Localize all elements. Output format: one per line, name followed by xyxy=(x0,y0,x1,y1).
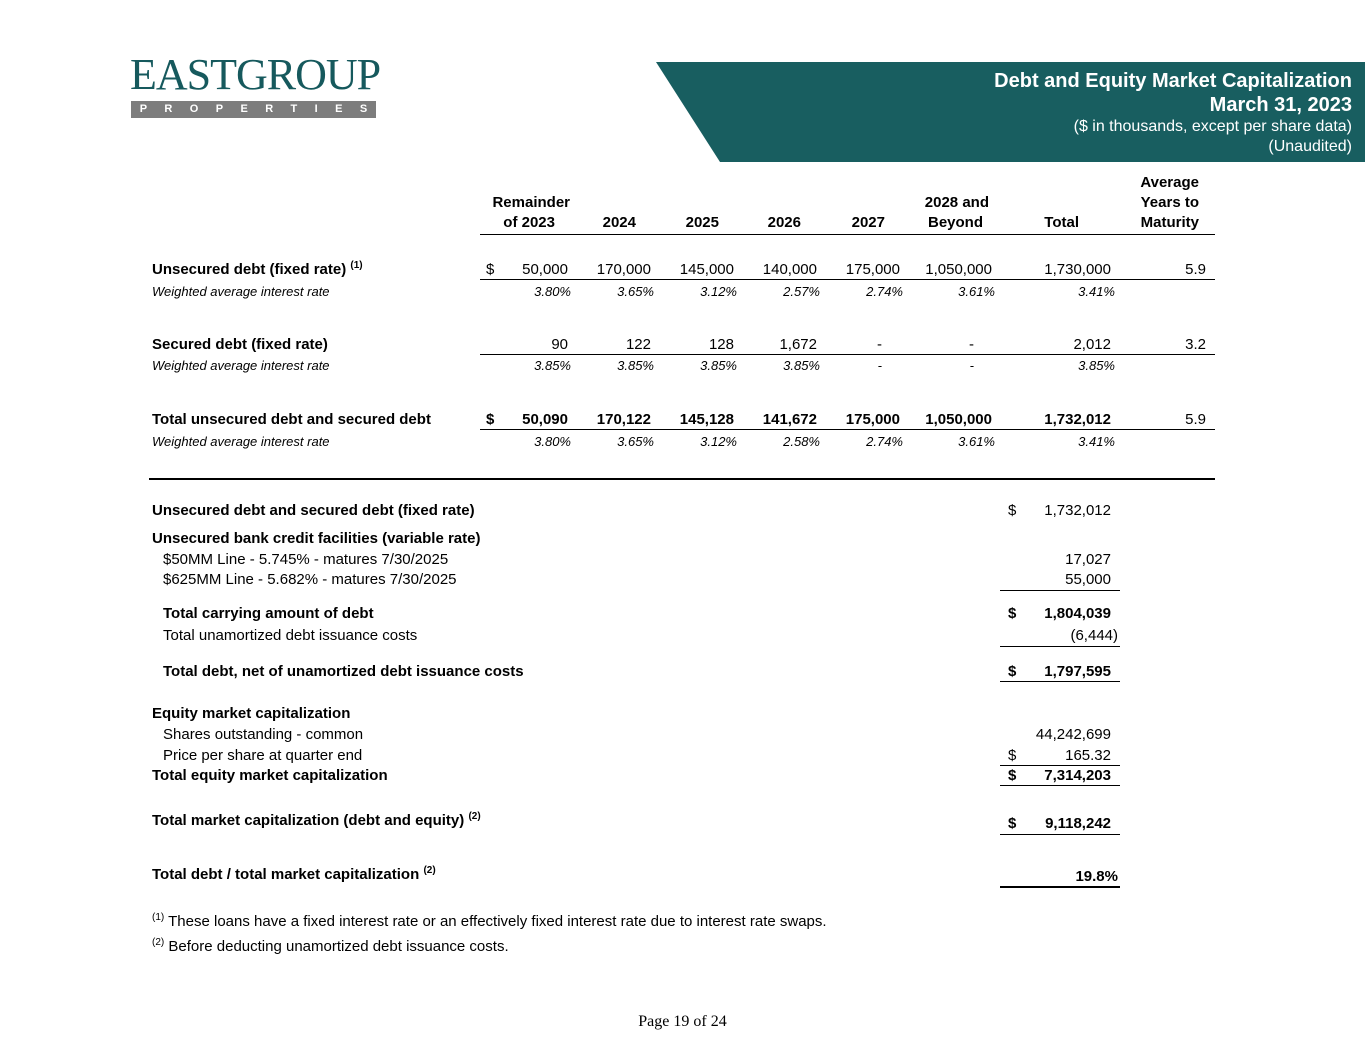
rate-value: 2.74% xyxy=(866,434,903,449)
footnote-ref: (2) xyxy=(423,865,436,876)
rate-value: 3.80% xyxy=(534,284,571,299)
rate-value: 3.80% xyxy=(534,434,571,449)
rate-value: 2.74% xyxy=(866,284,903,299)
rate-value: 3.65% xyxy=(617,434,654,449)
rate-value: 3.12% xyxy=(700,434,737,449)
rate-value: 3.85% xyxy=(700,358,737,373)
label-unamortized-costs: Total unamortized debt issuance costs xyxy=(163,627,418,644)
report-date: March 31, 2023 xyxy=(1209,94,1352,116)
dollar-sign: $ xyxy=(1008,502,1017,519)
row-label-secured: Secured debt (fixed rate) xyxy=(152,336,328,353)
footnote-ref: (1) xyxy=(350,260,363,271)
dollar-sign: $ xyxy=(1008,663,1017,680)
value-625mm-line: 55,000 xyxy=(1065,571,1111,588)
rate-value: 3.61% xyxy=(958,434,995,449)
cell-value: 170,000 xyxy=(596,261,651,278)
label-equity-cap: Equity market capitalization xyxy=(152,705,351,722)
footnote-1: $^{(1)}$ These loans have a fixed interest rate or an effectively fixed interest rate due to interest rate swaps. xyxy=(152,912,827,930)
audit-note: (Unaudited) xyxy=(1268,138,1352,155)
rate-value: 3.12% xyxy=(700,284,737,299)
col-header-2027: 2027 xyxy=(851,214,885,231)
footnote-ref: (2) xyxy=(468,811,481,822)
sum-rule xyxy=(1000,646,1120,647)
value-shares-outstanding: 44,242,699 xyxy=(1035,726,1111,743)
sum-rule xyxy=(1000,765,1120,766)
label-50mm-line: $50MM Line - 5.745% - matures 7/30/2025 xyxy=(163,551,449,568)
rate-value: 3.41% xyxy=(1078,434,1115,449)
label-625mm-line: $625MM Line - 5.682% - matures 7/30/2025 xyxy=(163,571,457,588)
units-note: ($ in thousands, except per share data) xyxy=(1073,118,1352,135)
rate-label: Weighted average interest rate xyxy=(152,434,330,449)
page-title: Debt and Equity Market Capitalization xyxy=(994,70,1352,92)
label-price-per-share: Price per share at quarter end xyxy=(163,747,363,764)
dollar-sign: $ xyxy=(486,411,495,428)
col-header-remainder-1: Remainder xyxy=(492,194,570,211)
col-header-2028-2: Beyond xyxy=(927,214,983,231)
cell-value: 1,050,000 xyxy=(925,261,992,278)
logo-letter: E xyxy=(335,103,343,115)
cell-value: 175,000 xyxy=(845,411,900,428)
page-number: Page 19 of 24 xyxy=(638,1013,727,1030)
logo-letter: O xyxy=(189,103,199,115)
col-header-avg-2: Years to xyxy=(1140,194,1199,211)
col-header-2025: 2025 xyxy=(685,214,719,231)
cell-value: 2,012 xyxy=(1073,336,1111,353)
cell-value: 1,732,012 xyxy=(1044,411,1111,428)
logo-letter: P xyxy=(139,103,148,115)
rate-value: 3.85% xyxy=(1078,358,1115,373)
cell-value: 1,672 xyxy=(779,336,817,353)
cell-value: 50,000 xyxy=(522,261,568,278)
label-total-market-cap: Total market capitalization (debt and equity) $^{(2)}$ xyxy=(152,811,481,829)
rate-value: 3.41% xyxy=(1078,284,1115,299)
footnote-2: $^{(2)}$ Before deducting unamortized debt issuance costs. xyxy=(152,937,509,955)
row-rule xyxy=(480,354,1215,355)
dollar-sign: $ xyxy=(1008,605,1017,622)
row-label-unsecured: Unsecured debt (fixed rate) $^{(1)}$ xyxy=(152,260,363,278)
logo-letter: T xyxy=(290,103,298,115)
value-net-debt: 1,797,595 xyxy=(1044,663,1111,680)
section-divider xyxy=(149,478,1215,480)
cell-value: 170,122 xyxy=(596,411,651,428)
row-label-total-debt: Total unsecured debt and secured debt xyxy=(152,411,431,428)
dollar-sign: $ xyxy=(486,261,495,278)
rate-value: 3.61% xyxy=(958,284,995,299)
sum-rule xyxy=(1000,681,1120,682)
rate-value: - xyxy=(969,358,974,373)
double-rule xyxy=(1000,886,1120,888)
value-price-per-share: 165.32 xyxy=(1065,747,1111,764)
logo-letter: E xyxy=(240,103,248,115)
cell-value: 145,000 xyxy=(679,261,734,278)
value-50mm-line: 17,027 xyxy=(1065,551,1111,568)
cell-value: 5.9 xyxy=(1185,411,1206,428)
col-header-total: Total xyxy=(1044,214,1079,231)
label-total-equity: Total equity market capitalization xyxy=(152,767,388,784)
cell-value: 145,128 xyxy=(679,411,734,428)
cell-value: 141,672 xyxy=(762,411,817,428)
col-header-remainder-2: of 2023 xyxy=(503,214,555,231)
rate-label: Weighted average interest rate xyxy=(152,284,330,299)
row-rule xyxy=(480,279,1215,280)
header-rule xyxy=(480,234,1215,235)
rate-value: 3.85% xyxy=(783,358,820,373)
label-carrying-amount: Total carrying amount of debt xyxy=(163,605,374,622)
cell-value: 50,090 xyxy=(522,411,568,428)
company-logo xyxy=(130,50,381,99)
logo-subtitle-bar xyxy=(131,101,376,118)
col-header-2026: 2026 xyxy=(767,214,801,231)
rate-value: - xyxy=(877,358,882,373)
value-total-equity: 7,314,203 xyxy=(1044,767,1111,784)
label-net-debt: Total debt, net of unamortized debt issuance costs xyxy=(163,663,524,680)
logo-letter: I xyxy=(314,103,318,115)
rate-value: 2.57% xyxy=(783,284,820,299)
dollar-sign: $ xyxy=(1008,815,1017,832)
cell-value: 175,000 xyxy=(845,261,900,278)
dollar-sign: $ xyxy=(1008,747,1017,764)
label-shares-outstanding: Shares outstanding - common xyxy=(163,726,364,743)
label-bank-facilities: Unsecured bank credit facilities (variable rate) xyxy=(152,530,481,547)
label-debt-ratio: Total debt / total market capitalization $^{(2)}$ xyxy=(152,865,436,883)
value-fixed-debt: 1,732,012 xyxy=(1044,502,1111,519)
sum-rule xyxy=(1000,590,1120,591)
rate-value: 3.65% xyxy=(617,284,654,299)
col-header-avg-1: Average xyxy=(1140,174,1199,191)
cell-value: - xyxy=(877,336,882,353)
sum-rule xyxy=(1000,834,1120,835)
logo-letter: R xyxy=(265,103,274,115)
cell-value: 128 xyxy=(708,336,734,353)
sum-rule xyxy=(1000,785,1120,786)
rate-value: 3.85% xyxy=(617,358,654,373)
cell-value: 90 xyxy=(551,336,568,353)
logo-wordmark: EASTGROUP xyxy=(130,50,381,99)
rate-label: Weighted average interest rate xyxy=(152,358,330,373)
value-debt-ratio: 19.8% xyxy=(1075,868,1118,885)
cell-value: 5.9 xyxy=(1185,261,1206,278)
label-fixed-debt: Unsecured debt and secured debt (fixed rate) xyxy=(152,502,475,519)
rate-value: 3.85% xyxy=(534,358,571,373)
cell-value: 122 xyxy=(625,336,651,353)
col-header-2028-1: 2028 and xyxy=(924,194,989,211)
cell-value: 140,000 xyxy=(762,261,817,278)
row-rule xyxy=(480,429,1215,430)
cell-value: - xyxy=(969,336,974,353)
logo-letter: P xyxy=(215,103,224,115)
logo-letter: S xyxy=(359,103,368,115)
rate-value: 2.58% xyxy=(783,434,820,449)
col-header-avg-3: Maturity xyxy=(1140,214,1199,231)
cell-value: 1,050,000 xyxy=(925,411,992,428)
value-carrying-amount: 1,804,039 xyxy=(1044,605,1111,622)
logo-letter: R xyxy=(164,103,173,115)
cell-value: 3.2 xyxy=(1185,336,1206,353)
value-total-market-cap: 9,118,242 xyxy=(1045,815,1111,832)
cell-value: 1,730,000 xyxy=(1044,261,1111,278)
col-header-2024: 2024 xyxy=(602,214,636,231)
value-unamortized-costs: (6,444) xyxy=(1070,627,1118,644)
dollar-sign: $ xyxy=(1008,767,1017,784)
